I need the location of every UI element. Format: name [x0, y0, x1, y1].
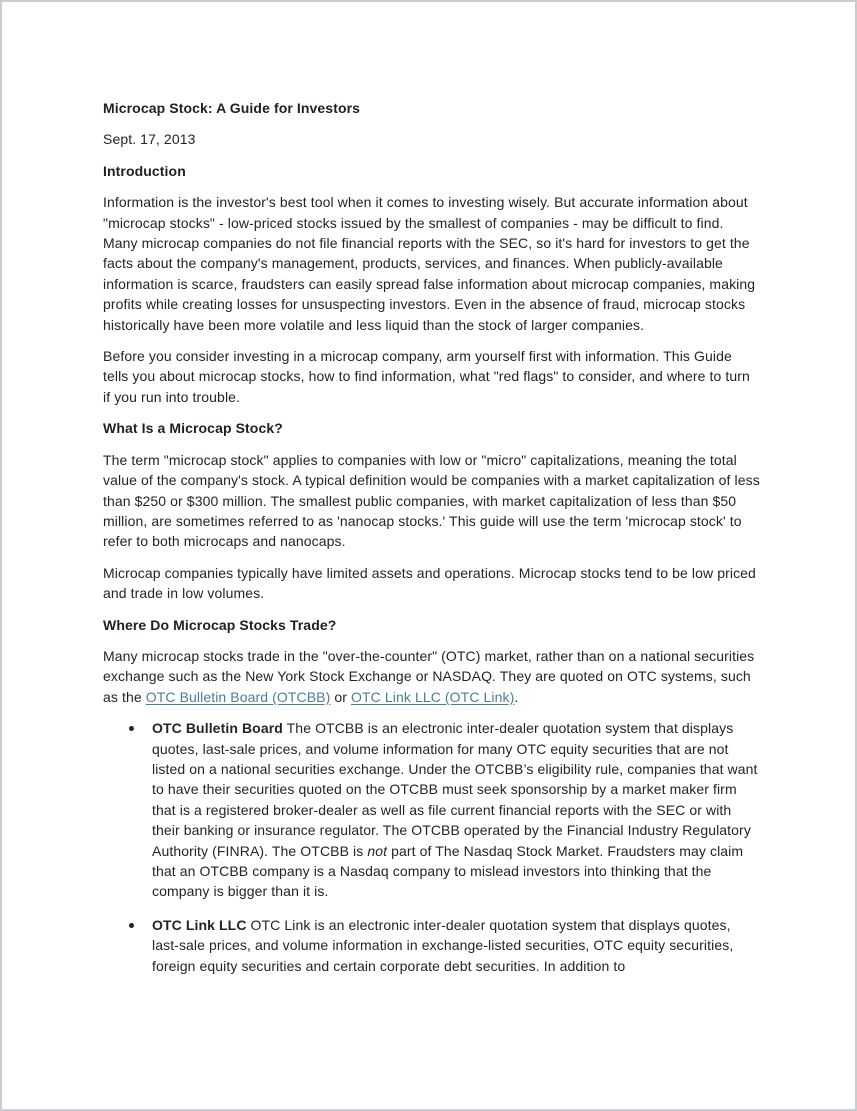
text-segment: OTC Link is an electronic inter-dealer quotation system that displays quotes, last-sale prices, and volume information in exchange-listed securities, OTC equity securities, foreign equity securities and certain corporate debt securities. In addition to [152, 916, 734, 974]
list-item-otc-link-llc [103, 915, 761, 976]
where-trade-intro-paragraph [103, 646, 761, 707]
what-is-microcap-paragraph-2: Microcap companies typically have limited assets and operations. Microcap stocks tend to be low priced and trade in low volumes. [103, 564, 756, 602]
otc-systems-list [103, 718, 761, 976]
text-segment: . [514, 688, 519, 705]
section-heading-where-trade: Where Do Microcap Stocks Trade? [103, 616, 337, 633]
section-heading-what-is-microcap: What Is a Microcap Stock? [103, 420, 283, 437]
what-is-microcap-paragraph-1: The term "microcap stock" applies to companies with low or "micro" capitalizations, meaning the total value of the company's stock. A typical definition would be companies with a market capitalization of less than $250 or $300 million. The smallest public companies, with market capitalization of less than $50 million, are sometimes referred to as 'nanocap stocks.' This guide will use the term 'microcap stock' to refer to both microcaps and nanocaps. [103, 451, 760, 550]
text-segment: Many microcap stocks trade in the "over-the-counter" (OTC) market, rather than on a national securities exchange such as the New York Stock Exchange or NASDAQ. They are quoted on OTC systems, such as the [103, 647, 755, 705]
introduction-paragraph-2: Before you consider investing in a microcap company, arm yourself first with information. This Guide tells you about microcap stocks, how to find information, what "red flags" to consider, and where to turn if you run into trouble. [103, 348, 750, 405]
section-heading-introduction: Introduction [103, 162, 186, 179]
document-date: Sept. 17, 2013 [103, 131, 196, 148]
document-content [103, 98, 761, 989]
text-segment: part of The Nasdaq Stock Market. Fraudsters may claim that an OTCBB company is a Nasdaq company to mislead investors into thinking that the company is bigger than it is. [152, 842, 744, 900]
list-item-otc-bulletin-board [103, 718, 761, 902]
text-segment: OTC Link LLC [152, 916, 247, 933]
text-segment: not [367, 842, 388, 859]
text-segment: OTC Bulletin Board [152, 720, 283, 737]
otc-link-llc-link[interactable]: OTC Link LLC (OTC Link) [351, 688, 515, 705]
otc-bulletin-board-link[interactable]: OTC Bulletin Board (OTCBB) [145, 688, 331, 705]
text-segment: The OTCBB is an electronic inter-dealer quotation system that displays quotes, last-sale prices, and volume information for many OTC equity securities that are not listed on a national securities exchange. Under the OTCBB’s eligibility rule, companies that want to have their securities quoted on the OTCBB must seek sponsorship by a market maker firm that is a registered broker-dealer as well as file current financial reports with the SEC or with their banking or insurance regulator. The OTCBB operated by the Financial Industry Regulatory Authority (FINRA). The OTCBB is [152, 720, 758, 859]
text-segment: or [330, 688, 352, 705]
introduction-paragraph-1: Information is the investor's best tool when it comes to investing wisely. But accurate information about "microcap stocks" - low-priced stocks issued by the smallest of companies - may be difficult to find. Many microcap companies do not file financial reports with the SEC, so it's hard for investors to get the facts about the company's management, products, services, and finances. When publicly-available information is scarce, fraudsters can easily spread false information about microcap companies, making profits while creating losses for unsuspecting investors. Even in the absence of fraud, microcap stocks historically have been more volatile and less liquid than the stock of larger companies. [103, 194, 756, 333]
document-title: Microcap Stock: A Guide for Investors [103, 100, 361, 116]
